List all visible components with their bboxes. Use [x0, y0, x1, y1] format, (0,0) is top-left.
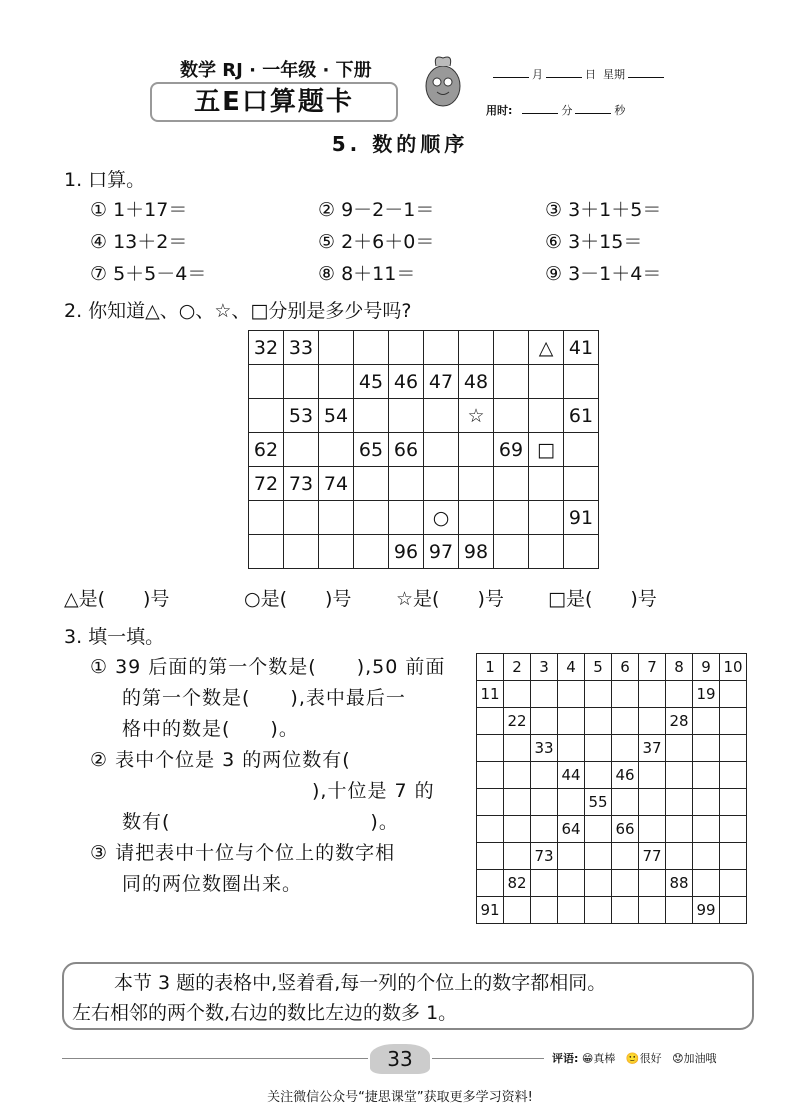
grid-cell — [639, 681, 666, 708]
grid-cell — [693, 789, 720, 816]
grid-cell — [666, 843, 693, 870]
grid-cell — [639, 816, 666, 843]
grid-cell — [558, 897, 585, 924]
grid-cell: 9 — [693, 654, 720, 681]
grid-cell — [284, 433, 319, 467]
q1-item: ① 1＋17＝ — [90, 199, 188, 221]
grid-cell: 91 — [564, 501, 599, 535]
grid-cell — [666, 681, 693, 708]
date-line — [490, 66, 667, 82]
grid-cell — [494, 365, 529, 399]
grid-row — [249, 467, 599, 501]
grid-cell — [693, 735, 720, 762]
grid-cell: 5 — [585, 654, 612, 681]
grid-cell — [284, 535, 319, 569]
rating-good: 很好 — [639, 1052, 662, 1065]
grid-cell — [720, 789, 747, 816]
grid-cell: ○ — [424, 501, 459, 535]
grid-cell: 45 — [354, 365, 389, 399]
grid-cell — [494, 467, 529, 501]
grid-cell — [531, 708, 558, 735]
week-label: 星期 — [603, 68, 625, 81]
grid-cell — [720, 897, 747, 924]
grid-cell — [564, 535, 599, 569]
grid-cell: □ — [529, 433, 564, 467]
grid-cell — [531, 762, 558, 789]
grid-cell — [477, 735, 504, 762]
rating-label: 评语: — [552, 1052, 579, 1065]
grid-cell: 96 — [389, 535, 424, 569]
grid-cell — [504, 897, 531, 924]
grid-cell — [612, 870, 639, 897]
grid-cell: 10 — [720, 654, 747, 681]
tip-line-2: 左右相邻的两个数,右边的数比左边的数多 1。 — [72, 1002, 458, 1024]
grid-cell — [529, 535, 564, 569]
grid-cell — [693, 843, 720, 870]
q1-label: 1. 口算。 — [64, 169, 146, 191]
grid-cell — [612, 735, 639, 762]
grid-row — [249, 433, 599, 467]
grid-row — [477, 681, 747, 708]
grid-cell — [558, 789, 585, 816]
q2-answer: ☆是( )号 — [396, 588, 504, 610]
grid-row — [477, 735, 747, 762]
q3-line: ),十位是 7 的 — [312, 780, 435, 802]
grid-cell — [389, 331, 424, 365]
grid-cell: 19 — [693, 681, 720, 708]
grid-cell — [639, 708, 666, 735]
day-label: 日 — [585, 68, 596, 81]
grid-cell — [693, 816, 720, 843]
grid-cell — [720, 681, 747, 708]
grid-cell — [666, 762, 693, 789]
grid-cell — [504, 735, 531, 762]
grid-cell: 33 — [284, 331, 319, 365]
q1-item: ③ 3＋1＋5＝ — [545, 199, 662, 221]
grid-row — [477, 708, 747, 735]
grid-cell — [585, 897, 612, 924]
grid-cell — [319, 501, 354, 535]
grid-cell — [564, 433, 599, 467]
q2-answer: ○是( )号 — [244, 588, 352, 610]
grid-cell — [249, 535, 284, 569]
grid-cell — [564, 365, 599, 399]
grid-cell — [666, 735, 693, 762]
grid-cell — [558, 843, 585, 870]
grid-cell — [531, 681, 558, 708]
rating-great: 真棒 — [593, 1052, 616, 1065]
q1-item: ⑥ 3＋15＝ — [545, 231, 643, 253]
number-grid-q2 — [248, 330, 599, 569]
grid-cell — [564, 467, 599, 501]
brand-logo: 五E口算题卡 — [150, 82, 398, 122]
grid-cell — [504, 843, 531, 870]
grid-row — [477, 897, 747, 924]
grid-cell: 2 — [504, 654, 531, 681]
grid-cell — [424, 467, 459, 501]
grid-cell — [477, 816, 504, 843]
grid-cell — [558, 735, 585, 762]
grid-cell — [666, 789, 693, 816]
q3-line: 数有( )。 — [122, 811, 399, 833]
grid-cell — [477, 843, 504, 870]
q3-line: 格中的数是( )。 — [122, 718, 299, 740]
grid-cell — [612, 789, 639, 816]
grid-cell — [720, 870, 747, 897]
grid-cell: 11 — [477, 681, 504, 708]
grid-cell — [720, 816, 747, 843]
grid-row — [477, 762, 747, 789]
grid-cell: 4 — [558, 654, 585, 681]
page-title: 5. 数的顺序 — [331, 132, 469, 156]
grid-cell: 33 — [531, 735, 558, 762]
grid-cell: 44 — [558, 762, 585, 789]
q2-answer: △是( )号 — [64, 588, 170, 610]
grid-cell — [424, 433, 459, 467]
grid-cell: 74 — [319, 467, 354, 501]
grid-cell — [424, 331, 459, 365]
grid-row — [249, 365, 599, 399]
grid-cell: 3 — [531, 654, 558, 681]
grid-cell — [585, 870, 612, 897]
grid-cell — [504, 681, 531, 708]
grid-cell — [354, 467, 389, 501]
tip-box — [62, 962, 754, 1030]
grid-cell — [319, 365, 354, 399]
grid-cell: 72 — [249, 467, 284, 501]
grin-face-icon: 😁 — [581, 1052, 594, 1065]
q3-line: ② 表中个位是 3 的两位数有( — [90, 749, 351, 771]
smile-face-icon: 🙂 — [625, 1052, 640, 1065]
grid-cell: 6 — [612, 654, 639, 681]
grid-cell — [585, 762, 612, 789]
grid-cell — [558, 708, 585, 735]
grid-cell: 46 — [612, 762, 639, 789]
grid-cell — [459, 467, 494, 501]
grid-cell — [531, 897, 558, 924]
grid-cell: 8 — [666, 654, 693, 681]
worried-face-icon: 😟 — [672, 1052, 684, 1065]
q3-line: 的第一个数是( ),表中最后一 — [122, 687, 406, 709]
grid-cell — [284, 365, 319, 399]
q3-label: 3. 填一填。 — [64, 626, 165, 648]
grid-cell: ☆ — [459, 399, 494, 433]
grid-cell — [612, 843, 639, 870]
grid-cell — [639, 870, 666, 897]
grid-cell: 65 — [354, 433, 389, 467]
grid-cell — [639, 789, 666, 816]
grid-cell: 77 — [639, 843, 666, 870]
grid-cell: 62 — [249, 433, 284, 467]
grid-cell: 99 — [693, 897, 720, 924]
q3-line: 同的两位数圈出来。 — [122, 873, 303, 895]
grid-cell — [494, 331, 529, 365]
grid-row — [477, 789, 747, 816]
grid-row — [249, 535, 599, 569]
grid-cell: 61 — [564, 399, 599, 433]
grid-cell: △ — [529, 331, 564, 365]
grid-cell — [585, 843, 612, 870]
q1-item: ⑨ 3－1＋4＝ — [545, 263, 662, 285]
grid-cell — [558, 681, 585, 708]
grid-cell: 37 — [639, 735, 666, 762]
grid-cell — [319, 331, 354, 365]
grid-cell — [477, 789, 504, 816]
grid-cell — [720, 762, 747, 789]
grid-row — [477, 843, 747, 870]
grid-cell — [504, 762, 531, 789]
time-label: 用时: — [486, 104, 513, 117]
grid-cell — [249, 501, 284, 535]
grid-cell — [477, 762, 504, 789]
grid-cell — [693, 762, 720, 789]
grid-row — [249, 331, 599, 365]
grid-cell — [529, 399, 564, 433]
grid-cell — [639, 762, 666, 789]
grid-cell: 1 — [477, 654, 504, 681]
grid-cell — [504, 789, 531, 816]
rating-keep-going: 加油哦 — [683, 1052, 717, 1065]
grid-cell — [720, 735, 747, 762]
grid-cell — [354, 331, 389, 365]
grid-cell — [585, 735, 612, 762]
grid-cell — [531, 789, 558, 816]
grid-cell — [585, 708, 612, 735]
q3-line: ① 39 后面的第一个数是( ),50 前面 — [90, 656, 446, 678]
grid-cell — [504, 816, 531, 843]
grid-cell — [720, 843, 747, 870]
grid-cell — [693, 870, 720, 897]
grid-cell: 98 — [459, 535, 494, 569]
q2-answer: □是( )号 — [548, 588, 657, 610]
time-line — [486, 102, 625, 118]
grid-cell — [612, 708, 639, 735]
series-label: 数学 RJ · 一年级 · 下册 — [180, 60, 372, 81]
grid-cell — [720, 708, 747, 735]
q2-label: 2. 你知道△、○、☆、□分别是多少号吗? — [64, 300, 412, 322]
q1-item: ⑦ 5＋5－4＝ — [90, 263, 207, 285]
grid-row — [477, 816, 747, 843]
grid-cell: 64 — [558, 816, 585, 843]
grid-cell — [585, 816, 612, 843]
footer-notice: 关注微信公众号“捷思课堂”获取更多学习资料! — [267, 1090, 533, 1105]
grid-cell: 48 — [459, 365, 494, 399]
grid-cell: 66 — [389, 433, 424, 467]
seconds-label: 秒 — [614, 104, 626, 117]
grid-cell — [529, 365, 564, 399]
grid-cell — [249, 399, 284, 433]
grid-cell — [477, 870, 504, 897]
grid-row — [249, 501, 599, 535]
grid-cell — [319, 535, 354, 569]
grid-cell — [494, 501, 529, 535]
grid-cell — [585, 681, 612, 708]
q1-item: ⑤ 2＋6＋0＝ — [318, 231, 435, 253]
month-label: 月 — [532, 68, 543, 81]
grid-cell — [424, 399, 459, 433]
grid-cell — [249, 365, 284, 399]
grid-cell: 69 — [494, 433, 529, 467]
grid-cell: 82 — [504, 870, 531, 897]
grid-cell: 41 — [564, 331, 599, 365]
grid-cell: 47 — [424, 365, 459, 399]
grid-row — [477, 870, 747, 897]
hundred-grid-q3 — [476, 653, 747, 924]
mascot-image — [418, 52, 468, 114]
grid-cell: 54 — [319, 399, 354, 433]
q1-item: ② 9－2－1＝ — [318, 199, 435, 221]
grid-cell — [477, 708, 504, 735]
grid-cell — [529, 467, 564, 501]
grid-row — [477, 654, 747, 681]
grid-cell: 7 — [639, 654, 666, 681]
grid-cell — [666, 897, 693, 924]
grid-cell: 28 — [666, 708, 693, 735]
grid-cell: 53 — [284, 399, 319, 433]
page-number: 33 — [370, 1044, 430, 1074]
footer-divider-right — [432, 1058, 544, 1059]
grid-cell — [529, 501, 564, 535]
grid-row — [249, 399, 599, 433]
grid-cell: 88 — [666, 870, 693, 897]
grid-cell — [612, 897, 639, 924]
grid-cell — [354, 501, 389, 535]
grid-cell — [531, 816, 558, 843]
grid-cell: 73 — [531, 843, 558, 870]
minutes-label: 分 — [561, 104, 573, 117]
grid-cell: 55 — [585, 789, 612, 816]
grid-cell — [531, 870, 558, 897]
grid-cell — [354, 399, 389, 433]
grid-cell — [389, 467, 424, 501]
rating-row — [552, 1050, 717, 1066]
grid-cell — [319, 433, 354, 467]
grid-cell: 97 — [424, 535, 459, 569]
grid-cell: 32 — [249, 331, 284, 365]
grid-cell — [459, 501, 494, 535]
grid-cell — [459, 331, 494, 365]
grid-cell — [639, 897, 666, 924]
grid-cell: 22 — [504, 708, 531, 735]
grid-cell: 66 — [612, 816, 639, 843]
footer-divider-left — [62, 1058, 368, 1059]
grid-cell — [666, 816, 693, 843]
grid-cell — [558, 870, 585, 897]
q3-line: ③ 请把表中十位与个位上的数字相 — [90, 842, 396, 864]
grid-cell — [354, 535, 389, 569]
q1-item: ⑧ 8＋11＝ — [318, 263, 416, 285]
tip-line-1: 本节 3 题的表格中,竖着看,每一列的个位上的数字都相同。 — [114, 972, 607, 994]
grid-cell — [494, 535, 529, 569]
q1-item: ④ 13＋2＝ — [90, 231, 188, 253]
grid-cell: 73 — [284, 467, 319, 501]
grid-cell — [459, 433, 494, 467]
grid-cell — [494, 399, 529, 433]
grid-cell — [389, 501, 424, 535]
grid-cell — [693, 708, 720, 735]
grid-cell: 46 — [389, 365, 424, 399]
grid-cell: 91 — [477, 897, 504, 924]
grid-cell — [612, 681, 639, 708]
grid-cell — [389, 399, 424, 433]
grid-cell — [284, 501, 319, 535]
